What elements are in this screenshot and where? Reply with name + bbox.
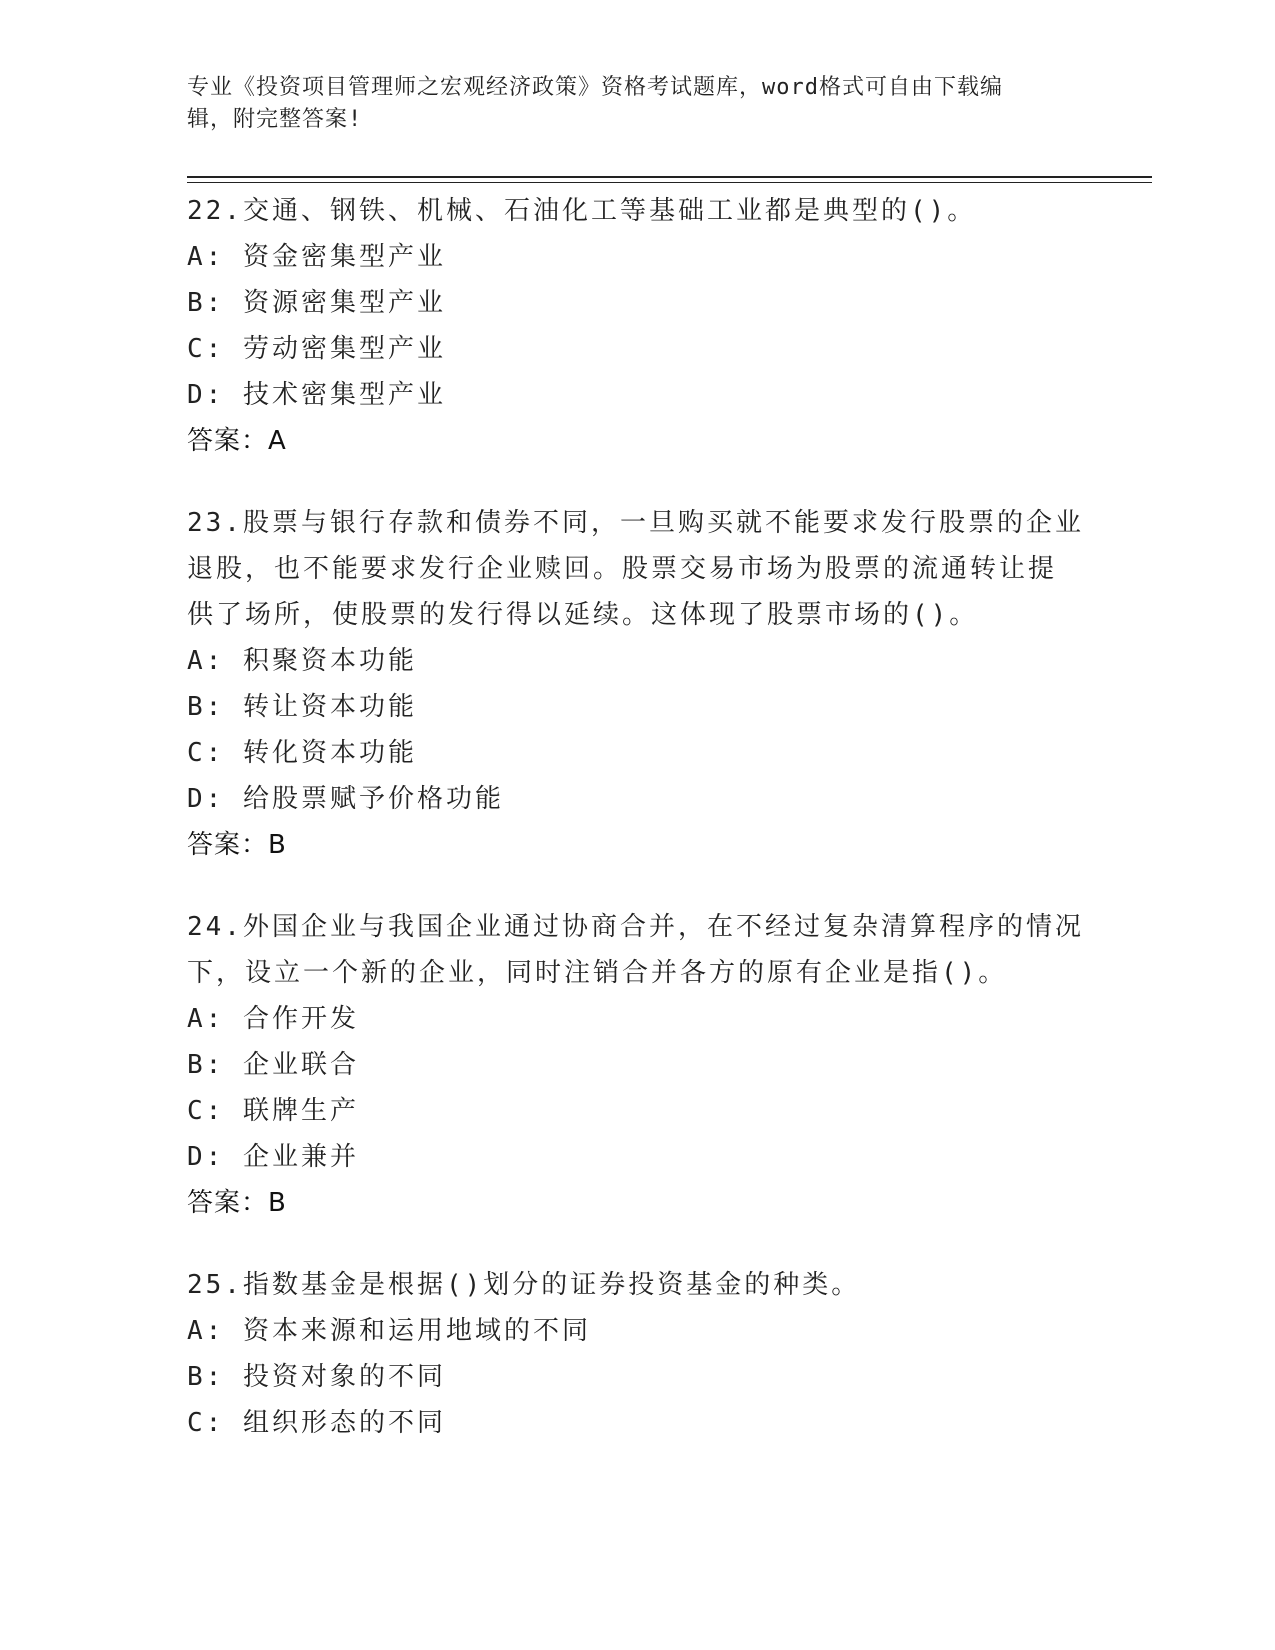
option-c: C: 劳动密集型产业 (187, 334, 446, 364)
header-line-1: 专业《投资项目管理师之宏观经济政策》资格考试题库，word格式可自由下载编 (187, 75, 1003, 100)
question-25 (187, 1262, 1087, 1446)
option-a: A: 积聚资本功能 (187, 646, 417, 676)
option-b: B: 转让资本功能 (187, 692, 417, 722)
option-d: D: 技术密集型产业 (187, 380, 446, 410)
question-23 (187, 500, 1087, 868)
option-d: D: 给股票赋予价格功能 (187, 784, 504, 814)
option-c: C: 转化资本功能 (187, 738, 417, 768)
header-divider-thick (187, 176, 1152, 178)
option-a: A: 资本来源和运用地域的不同 (187, 1316, 591, 1346)
question-list (187, 188, 1087, 1482)
question-stem-line: 24.外国企业与我国企业通过协商合并，在不经过复杂清算程序的情况 (187, 912, 1084, 942)
question-stem-line: 25.指数基金是根据()划分的证券投资基金的种类。 (187, 1270, 861, 1300)
question-stem-line: 下，设立一个新的企业，同时注销合并各方的原有企业是指()。 (187, 958, 1008, 988)
question-stem-line: 退股，也不能要求发行企业赎回。股票交易市场为股票的流通转让提 (187, 554, 1058, 584)
option-d: D: 企业兼并 (187, 1142, 359, 1172)
answer-label: 答案：B (187, 1188, 287, 1218)
answer-label: 答案：A (187, 426, 287, 456)
option-a: A: 资金密集型产业 (187, 242, 446, 272)
option-a: A: 合作开发 (187, 1004, 359, 1034)
option-b: B: 企业联合 (187, 1050, 359, 1080)
question-stem-line: 22.交通、钢铁、机械、石油化工等基础工业都是典型的()。 (187, 196, 977, 226)
option-c: C: 联牌生产 (187, 1096, 359, 1126)
header-divider-thin (187, 182, 1152, 183)
option-b: B: 资源密集型产业 (187, 288, 446, 318)
question-22 (187, 188, 1087, 464)
header-line-2: 辑，附完整答案! (187, 107, 363, 132)
question-stem-line: 供了场所，使股票的发行得以延续。这体现了股票市场的()。 (187, 600, 979, 630)
option-c: C: 组织形态的不同 (187, 1408, 446, 1438)
question-stem-line: 23.股票与银行存款和债券不同，一旦购买就不能要求发行股票的企业 (187, 508, 1084, 538)
answer-label: 答案：B (187, 830, 287, 860)
question-24 (187, 904, 1087, 1226)
document-header (187, 72, 1087, 136)
option-b: B: 投资对象的不同 (187, 1362, 446, 1392)
